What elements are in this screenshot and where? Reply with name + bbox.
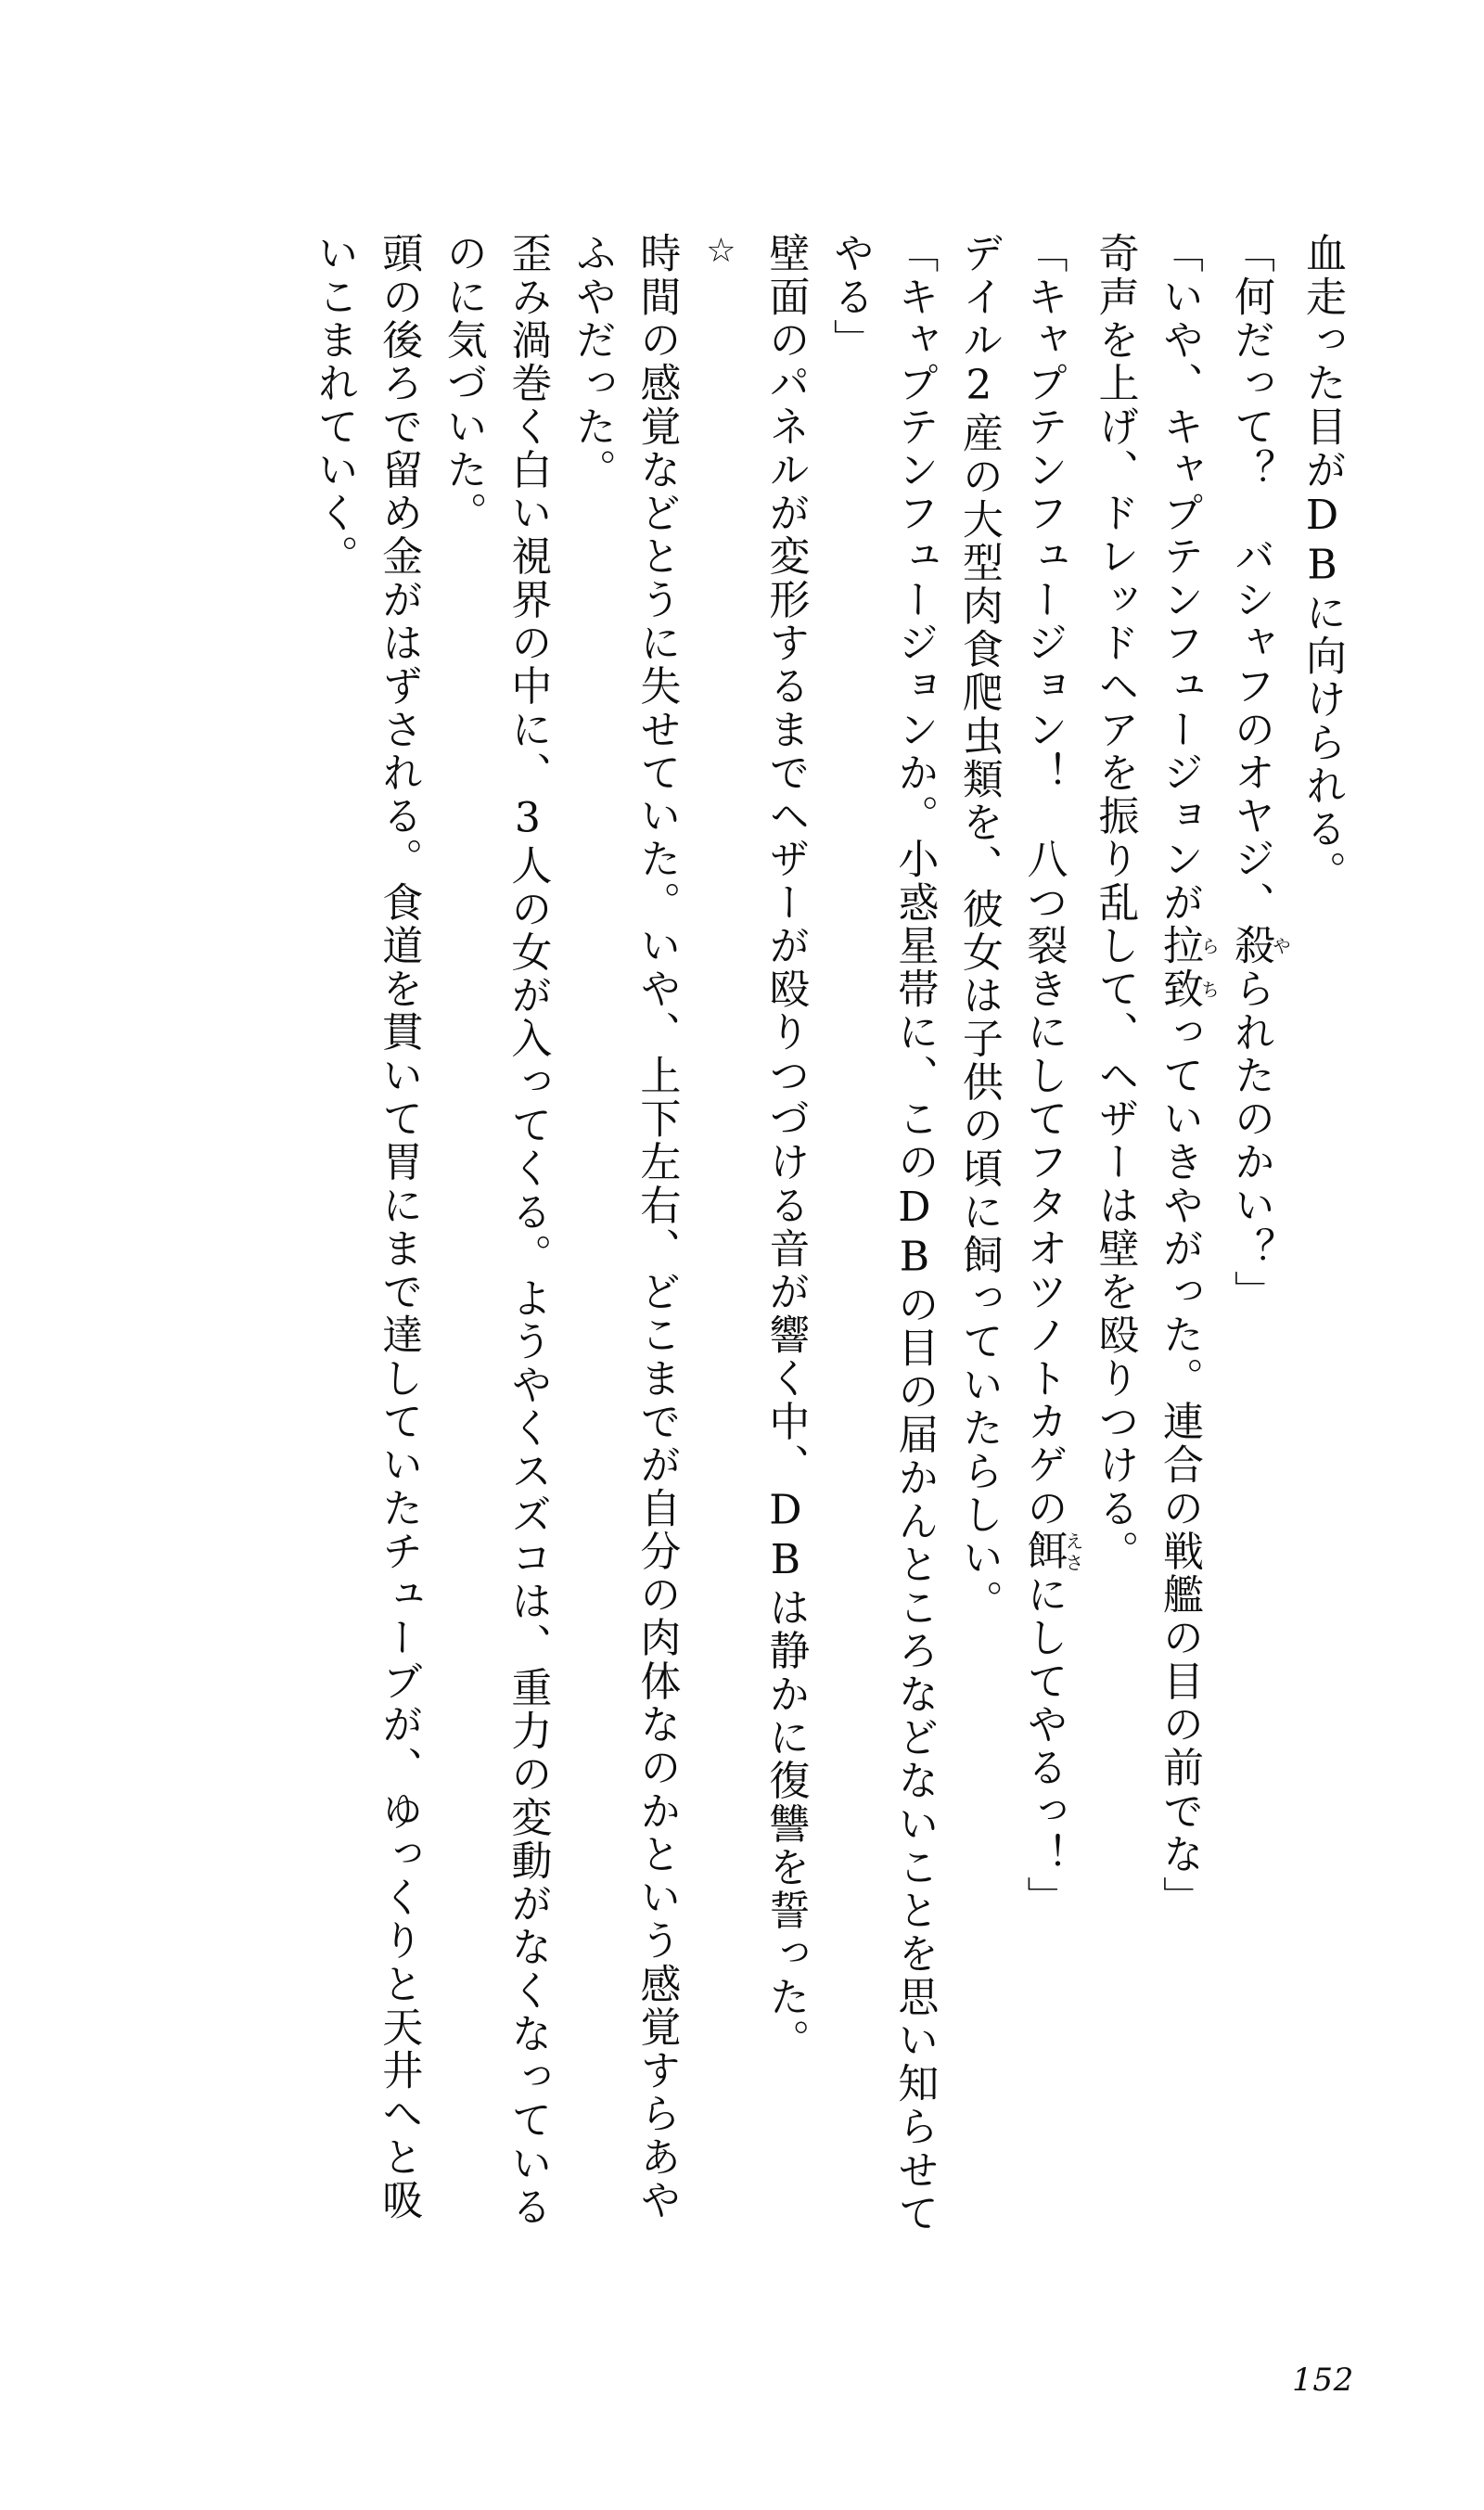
ruby-annotation: 殺や [1226, 924, 1292, 967]
paragraph: 頭の後ろで留め金がはずされる。食道を貫いて胃にまで達していたチューブが、ゆっくりと天井へと吸いこまれていく。 [310, 232, 423, 2222]
paragraph: 奇声を上げ、ドレッドヘアを振り乱して、ヘザーは壁を殴りつける。 [1091, 232, 1139, 1573]
paragraph: デイル2産の大型肉食爬虫類を、彼女は子供の頃に飼っていたらしい。 [954, 232, 1003, 1623]
page-number: 152 [1292, 2362, 1354, 2399]
paragraph: 「キャプテンフュージョンか。小惑星帯に、このDBの目の届かんところなどないことを思い知らせてやる」 [825, 232, 939, 2235]
body-text-block [158, 232, 1354, 2235]
paragraph: 「いや、キャプテンフュージョンが拉致らちっていきやがった。連合の戦艦の目の前でな」 [1155, 232, 1221, 1919]
paragraph: 血走った目がDBに向けられる。 [1298, 232, 1346, 894]
paragraph: 歪み渦巻く白い視界の中に、3人の女が入ってくる。ようやくスズコは、重力の変動がなくなっているのに気づいた。 [439, 232, 552, 2229]
star-icon: ☆ [701, 232, 740, 270]
ruby-annotation: 拉致らち [1155, 924, 1221, 1011]
paragraph: 「キャプテンフュージョン！ 八つ裂きにしてフタオツノトカゲの餌えさにしてやるっ！」 [1019, 232, 1084, 1919]
paragraph: 壁面のパネルが変形するまでヘザーが殴りつづける音が響く中、DBは静かに復讐を誓った。 [761, 232, 810, 2062]
paragraph: 「何だって？ バシャフのオヤジ、殺やられたのかい？」 [1226, 232, 1292, 1314]
scene-separator [688, 232, 753, 2235]
paragraph: 時間の感覚などとうに失せていた。いや、上下左右、どこまでが自分の肉体なのかという感覚すらあやふやだった。 [568, 232, 681, 2222]
ruby-annotation: 餌えさ [1019, 1530, 1084, 1573]
